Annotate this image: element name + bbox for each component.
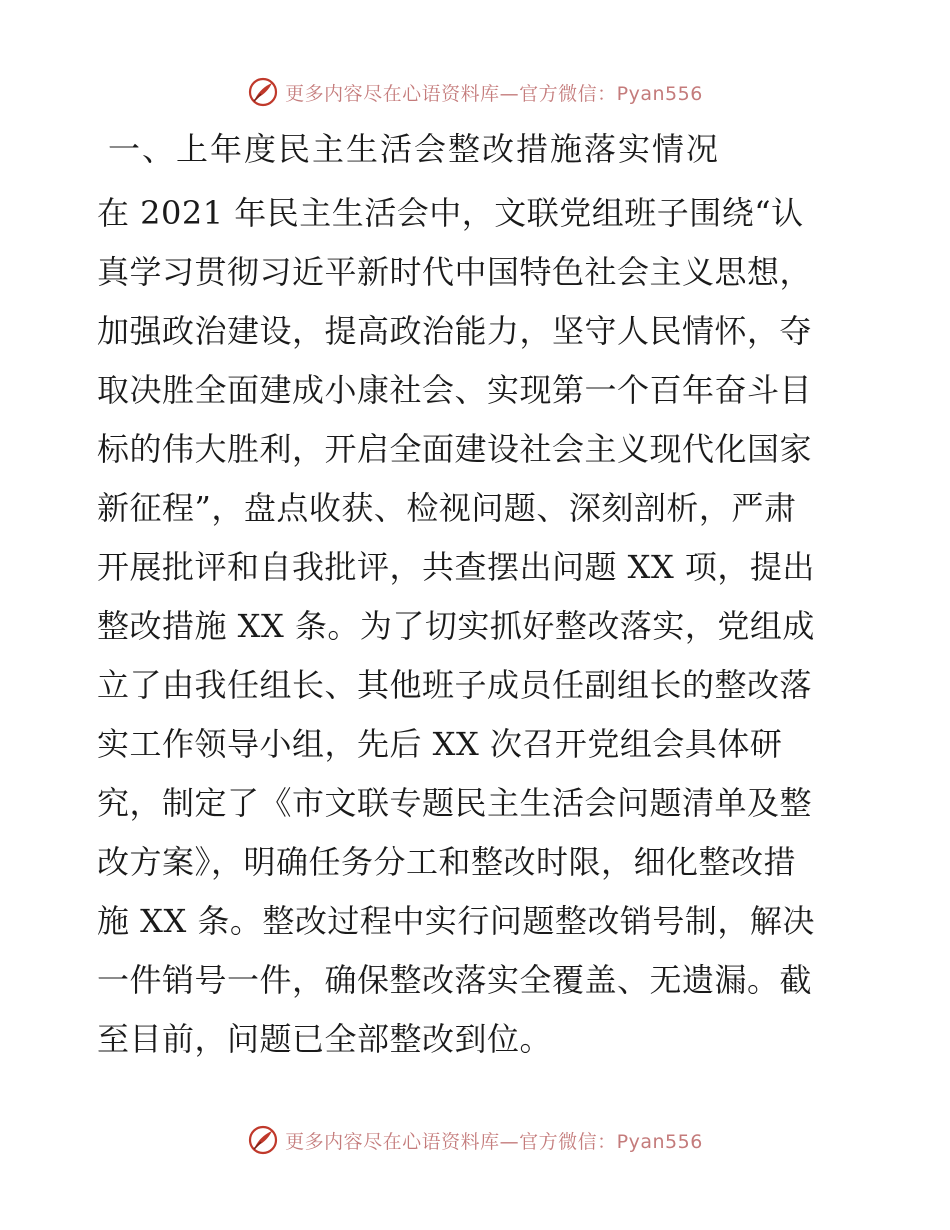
paragraph-line: 取决胜全面建成小康社会、实现第一个百年奋斗目 (97, 371, 813, 409)
paragraph-line: 加强政治建设，提高政治能力，坚守人民情怀，夺 (97, 312, 813, 350)
paragraph-line: 开展批评和自我批评，共查摆出问题 XX 项，提出 (97, 548, 815, 586)
paragraph-line: 改方案》，明确任务分工和整改时限，细化整改措 (97, 843, 797, 881)
paragraph-line: 整改措施 XX 条。为了切实抓好整改落实，党组成 (97, 607, 815, 645)
footer-watermark (0, 1120, 950, 1160)
paragraph-line: 一件销号一件，确保整改落实全覆盖、无遗漏。截 (97, 961, 813, 999)
paragraph-line: 立了由我任组长、其他班子成员任副组长的整改落 (97, 666, 813, 704)
paragraph-line: 施 XX 条。整改过程中实行问题整改销号制，解决 (97, 902, 815, 940)
paragraph-line: 新征程”，盘点收获、检视问题、深刻剖析，严肃 (97, 489, 797, 527)
watermark-text: 更多内容尽在心语资料库—官方微信：Pyan556 (285, 82, 703, 105)
watermark-text: 更多内容尽在心语资料库—官方微信：Pyan556 (285, 1130, 703, 1153)
feather-pen-icon (247, 1124, 279, 1156)
paragraph-line: 真学习贯彻习近平新时代中国特色社会主义思想， (97, 253, 813, 291)
section-heading: 一、上年度民主生活会整改措施落实情况 (108, 130, 721, 168)
paragraph-line: 实工作领导小组，先后 XX 次召开党组会具体研 (97, 725, 783, 763)
feather-pen-icon (247, 76, 279, 108)
paragraph-line: 究，制定了《市文联专题民主生活会问题清单及整 (97, 784, 813, 822)
header-watermark (0, 72, 950, 112)
paragraph-line: 在 2021 年民主生活会中，文联党组班子围绕“认 (97, 194, 804, 232)
paragraph-line: 至目前，问题已全部整改到位。 (97, 1020, 553, 1058)
paragraph-line: 标的伟大胜利，开启全面建设社会主义现代化国家 (97, 430, 813, 468)
